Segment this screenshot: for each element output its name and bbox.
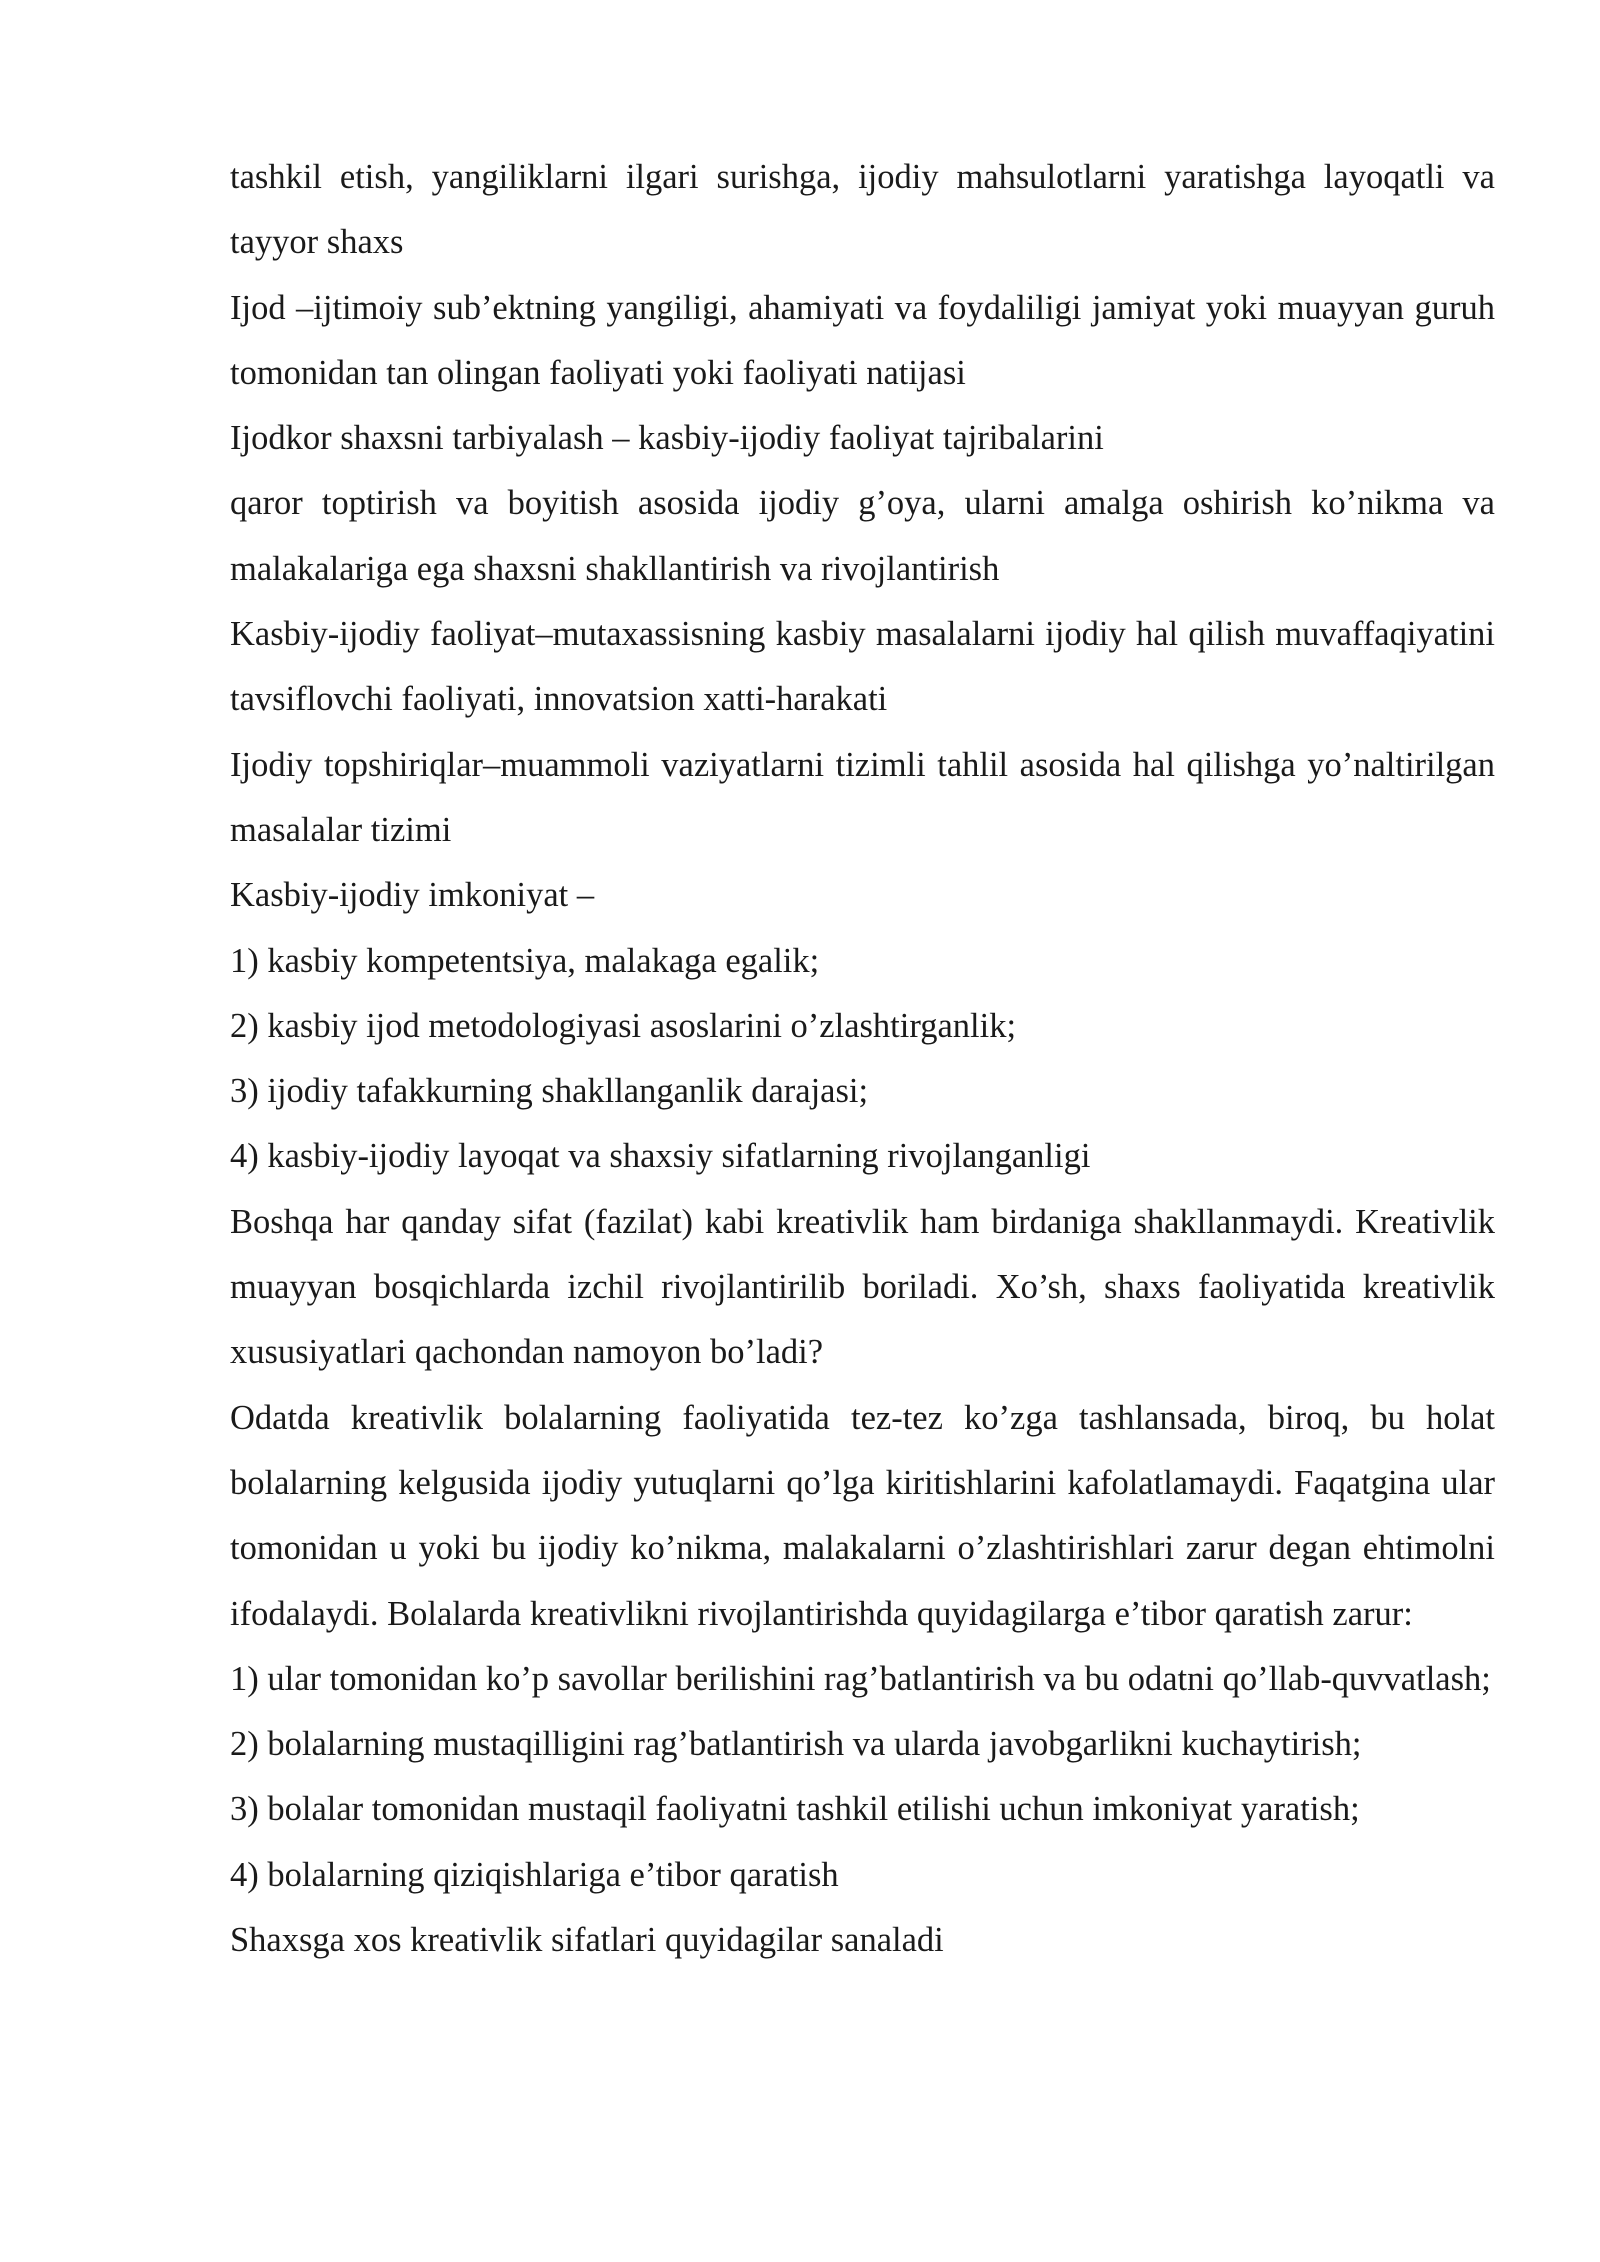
list-item: 3) ijodiy tafakkurning shakllanganlik darajasi; [230, 1072, 869, 1111]
paragraph-definition-creative-person-end: tashkil etish, yangiliklarni ilgari surishga, ijodiy mahsulotlarni yaratishga layoqatli va tayyor shaxs [230, 158, 1495, 262]
list-item: 1) kasbiy kompetentsiya, malakaga egalik; [230, 941, 820, 980]
paragraph-kreativlik-qualities-intro: Shaxsga xos kreativlik sifatlari quyidagilar sanaladi [230, 1921, 944, 1960]
list-item: 3) bolalar tomonidan mustaqil faoliyatni tashkil etilishi uchun imkoniyat yaratish; [230, 1790, 1360, 1829]
list-item: 1) ular tomonidan ko’p savollar berilishini rag’batlantirish va bu odatni qo’llab-quvvatlash; [230, 1659, 1491, 1698]
list-item: 2) kasbiy ijod metodologiyasi asoslarini o’zlashtirganlik; [230, 1006, 1017, 1045]
paragraph-kreativlik-children: Odatda kreativlik bolalarning faoliyatida tez-tez ko’zga tashlansada, biroq, bu holat bolalarning kelgusida ijodiy yutuqlarni qo’lga kiritishlarini kafolatlamaydi. Faqatgina ular tomonidan u yoki bu ijodiy ko’nikma, malakalarni o’zlashtirishlari zarur degan ehtimolni ifodalaydi. Bolalarda kreativlikni rivojlantirishda quyidagilarga e’tibor qaratish zarur: [230, 1398, 1495, 1633]
paragraph-definition-ijodiy-topshiriqlar: Ijodiy topshiriqlar–muammoli vaziyatlarni tizimli tahlil asosida hal qilishga yo’naltirilgan masalalar tizimi [230, 745, 1495, 849]
list-item: 2) bolalarning mustaqilligini rag’batlantirish va ularda javobgarlikni kuchaytirish; [230, 1725, 1362, 1764]
paragraph-definition-ijodkor-shaxs-title: Ijodkor shaxsni tarbiyalash – kasbiy-ijodiy faoliyat tajribalarini [230, 419, 1104, 458]
list-item: 4) bolalarning qiziqishlariga e’tibor qaratish [230, 1855, 839, 1894]
paragraph-kreativlik-development: Boshqa har qanday sifat (fazilat) kabi kreativlik ham birdaniga shakllanmaydi. Kreativlik muayyan bosqichlarda izchil rivojlantirilib boriladi. Xo’sh, shaxs faoliyatida kreativlik xususiyatlari qachondan namoyon bo’ladi? [230, 1202, 1495, 1372]
paragraph-definition-kasbiy-ijodiy-imkoniyat: Kasbiy-ijodiy imkoniyat – [230, 876, 595, 915]
paragraph-definition-ijod: Ijod –ijtimoiy sub’ektning yangiligi, ahamiyati va foydaliligi jamiyat yoki muayyan guruh tomonidan tan olingan faoliyati yoki faoliyati natijasi [230, 288, 1495, 392]
document-body [230, 145, 1495, 1973]
paragraph-definition-ijodkor-shaxs-body: qaror toptirish va boyitish asosida ijodiy g’oya, ularni amalga oshirish ko’nikma va malakalariga ega shaxsni shakllantirish va rivojlantirish [230, 484, 1495, 588]
list-item: 4) kasbiy-ijodiy layoqat va shaxsiy sifatlarning rivojlanganligi [230, 1137, 1091, 1176]
paragraph-definition-kasbiy-ijodiy-faoliyat: Kasbiy-ijodiy faoliyat–mutaxassisning kasbiy masalalarni ijodiy hal qilish muvaffaqiyatini tavsiflovchi faoliyati, innovatsion xatti-harakati [230, 615, 1495, 719]
